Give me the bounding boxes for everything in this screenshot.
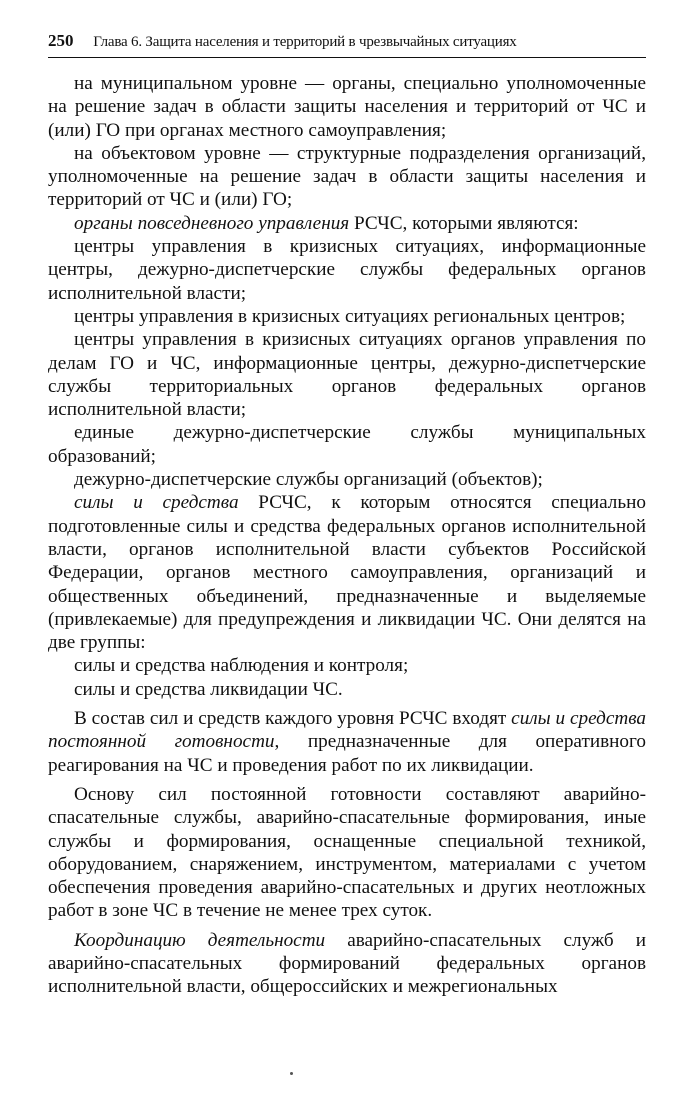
paragraph-text: В состав сил и средств каждого уровня РСЧС входят xyxy=(74,708,512,730)
print-speck xyxy=(290,1072,293,1075)
paragraph-text: единые дежурно-диспетчерские службы муниципальных образований; xyxy=(48,422,646,467)
paragraph-text: РСЧС, к которым относятся специально подготовленные силы и средства федеральных органов исполнительной власти, органов исполнительной власти субъектов Российской Федерации, органов местного самоуправления, организаций и общественных объединений, предназначенные и выделяемые (привлекаемые) для предупреждения и ликвидации ЧС. Они делятся на две группы: xyxy=(48,492,646,654)
italic-term: силы и средства постоянной готовности xyxy=(48,708,646,753)
paragraph-text: дежурно-диспетчерские службы организаций (объектов); xyxy=(74,469,543,491)
paragraph xyxy=(48,707,646,777)
page-number: 250 xyxy=(48,31,74,50)
paragraph-text: РСЧС, которыми являются: xyxy=(349,212,579,234)
italic-term: Координацию деятельности xyxy=(74,929,326,951)
italic-term: силы и средства xyxy=(74,492,239,514)
running-header xyxy=(48,30,646,58)
paragraph-text: на муниципальном уровне — органы, специально уполномоченные на решение задач в области защиты населения и территорий от ЧС и (или) ГО при органах местного самоуправления; xyxy=(48,73,646,141)
paragraph xyxy=(48,929,646,999)
paragraph-text: аварийно-спасательных служб и аварийно-спасательных формирований федеральных органов исполнительной власти, общероссийских и межрегиональных xyxy=(48,929,646,998)
paragraph xyxy=(48,235,646,305)
paragraph xyxy=(48,72,646,142)
paragraph xyxy=(48,783,646,923)
paragraph xyxy=(48,142,646,212)
paragraph-text: на объектовом уровне — структурные подразделения организаций, уполномоченные на решение задач в области защиты населения и территорий от ЧС и (или) ГО; xyxy=(48,142,646,211)
paragraph xyxy=(48,654,646,677)
paragraph-text: силы и средства ликвидации ЧС. xyxy=(74,678,343,700)
paragraph-text: силы и средства наблюдения и контроля; xyxy=(74,655,409,677)
paragraph-text: центры управления в кризисных ситуациях, информационные центры, дежурно-диспетчерские службы федеральных органов исполнительной власти; xyxy=(48,236,646,304)
paragraph xyxy=(48,305,646,328)
body-text xyxy=(48,72,646,999)
italic-term: органы повседневного управления xyxy=(74,212,350,234)
paragraph-text: Основу сил постоянной готовности составляют аварийно-спасательные службы, аварийно-спасательные формирования, иные службы и формирования, оснащенные специальной техникой, оборудованием, снаряжением, инструментом, материалами с учетом обеспечения проведения аварийно-спасательных и других неотложных работ в зоне ЧС в течение не менее трех суток. xyxy=(48,783,646,922)
paragraph xyxy=(48,421,646,468)
paragraph-text: центры управления в кризисных ситуациях региональных центров; xyxy=(74,305,626,327)
paragraph xyxy=(48,491,646,654)
chapter-title: Глава 6. Защита населения и территорий в чрезвычайных ситуациях xyxy=(93,34,517,50)
paragraph xyxy=(48,678,646,701)
paragraph-text: центры управления в кризисных ситуациях органов управления по делам ГО и ЧС, информационные центры, дежурно-диспетчерские службы территориальных органов федеральных органов исполнительной власти; xyxy=(48,329,646,421)
paragraph xyxy=(48,212,646,235)
paragraph-text: , предназначенные для оперативного реагирования на ЧС и проведения работ по их ликвидации. xyxy=(48,731,646,776)
paragraph xyxy=(48,328,646,421)
paragraph xyxy=(48,468,646,491)
